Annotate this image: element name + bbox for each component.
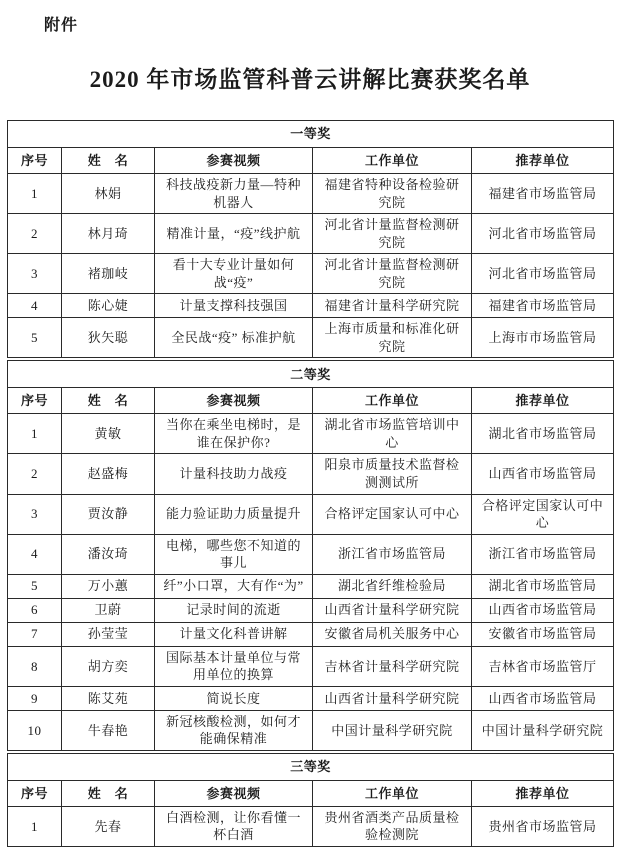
cell: 上海市质量和标准化研究院	[313, 318, 472, 358]
table-row	[8, 318, 614, 358]
cell: 先春	[62, 806, 155, 846]
cell: 合格评定国家认可中心	[313, 494, 472, 534]
table-row	[8, 254, 614, 294]
cell: 陈艾苑	[62, 686, 155, 710]
cell: 山西省市场监管局	[472, 454, 614, 494]
table-row	[8, 174, 614, 214]
column-header: 工作单位	[313, 780, 472, 806]
table-row	[8, 534, 614, 574]
cell: 能力验证助力质量提升	[155, 494, 313, 534]
award-table-container	[7, 120, 613, 847]
column-header: 姓 名	[62, 780, 155, 806]
cell: 浙江省市场监管局	[313, 534, 472, 574]
column-header: 推荐单位	[472, 780, 614, 806]
cell: 7	[8, 622, 62, 646]
table-row	[8, 494, 614, 534]
cell: 8	[8, 646, 62, 686]
cell: 贵州省酒类产品质量检验检测院	[313, 806, 472, 846]
cell: 9	[8, 686, 62, 710]
column-header: 参赛视频	[155, 780, 313, 806]
award-table-section-1	[7, 360, 614, 751]
column-header: 序号	[8, 780, 62, 806]
cell: 简说长度	[155, 686, 313, 710]
table-row	[8, 622, 614, 646]
award-level-title: 三等奖	[8, 753, 614, 780]
table-row	[8, 454, 614, 494]
cell: 吉林省计量科学研究院	[313, 646, 472, 686]
cell: 陈心婕	[62, 294, 155, 318]
cell: 潘汝琦	[62, 534, 155, 574]
page-title: 2020 年市场监管科普云讲解比赛获奖名单	[89, 67, 531, 92]
cell: 福建省计量科学研究院	[313, 294, 472, 318]
column-header: 姓 名	[62, 148, 155, 174]
cell: 湖北省市场监管局	[472, 414, 614, 454]
column-header: 推荐单位	[472, 148, 614, 174]
award-table-section-2	[7, 753, 614, 847]
section-header-row	[8, 361, 614, 388]
cell: 3	[8, 254, 62, 294]
column-header-row	[8, 780, 614, 806]
cell: 林娟	[62, 174, 155, 214]
section-header-row	[8, 753, 614, 780]
cell: 1	[8, 806, 62, 846]
cell: 5	[8, 574, 62, 598]
cell: 1	[8, 414, 62, 454]
cell: 福建省市场监管局	[472, 294, 614, 318]
cell: 褚珈岐	[62, 254, 155, 294]
cell: 贵州省市场监管局	[472, 806, 614, 846]
column-header: 工作单位	[313, 148, 472, 174]
column-header: 工作单位	[313, 388, 472, 414]
column-header-row	[8, 388, 614, 414]
cell: 山西省计量科学研究院	[313, 598, 472, 622]
cell: 湖北省市场监管培训中心	[313, 414, 472, 454]
column-header: 序号	[8, 148, 62, 174]
section-header-row	[8, 121, 614, 148]
table-row	[8, 710, 614, 750]
cell: 4	[8, 534, 62, 574]
award-level-title: 二等奖	[8, 361, 614, 388]
table-row	[8, 214, 614, 254]
cell: 6	[8, 598, 62, 622]
cell: 阳泉市质量技术监督检测测试所	[313, 454, 472, 494]
award-table-section-0	[7, 120, 614, 358]
cell: 河北省计量监督检测研究院	[313, 254, 472, 294]
cell: 湖北省市场监管局	[472, 574, 614, 598]
attachment-label: 附件	[44, 17, 79, 34]
column-header-row	[8, 148, 614, 174]
cell: 山西省市场监管局	[472, 598, 614, 622]
cell: 山西省计量科学研究院	[313, 686, 472, 710]
table-row	[8, 646, 614, 686]
cell: 精准计量，“疫”线护航	[155, 214, 313, 254]
cell: 河北省计量监督检测研究院	[313, 214, 472, 254]
cell: 林月琦	[62, 214, 155, 254]
table-row	[8, 806, 614, 846]
cell: 黄敏	[62, 414, 155, 454]
cell: 赵盛梅	[62, 454, 155, 494]
table-row	[8, 686, 614, 710]
column-header: 姓 名	[62, 388, 155, 414]
cell: 电梯，哪些您不知道的事儿	[155, 534, 313, 574]
cell: 河北省市场监管局	[472, 254, 614, 294]
cell: 2	[8, 454, 62, 494]
cell: 贾汝静	[62, 494, 155, 534]
cell: 卫蔚	[62, 598, 155, 622]
cell: 全民战“疫” 标准护航	[155, 318, 313, 358]
cell: 国际基本计量单位与常用单位的换算	[155, 646, 313, 686]
cell: 计量支撑科技强国	[155, 294, 313, 318]
column-header: 参赛视频	[155, 148, 313, 174]
cell: 湖北省纤维检验局	[313, 574, 472, 598]
cell: 万小蕙	[62, 574, 155, 598]
cell: 科技战疫新力量—特种机器人	[155, 174, 313, 214]
cell: 吉林省市场监管厅	[472, 646, 614, 686]
cell: 2	[8, 214, 62, 254]
cell: 纤”小口罩，大有作“为”	[155, 574, 313, 598]
cell: 记录时间的流逝	[155, 598, 313, 622]
table-row	[8, 414, 614, 454]
cell: 福建省特种设备检验研究院	[313, 174, 472, 214]
cell: 中国计量科学研究院	[472, 710, 614, 750]
cell: 看十大专业计量如何战“疫”	[155, 254, 313, 294]
cell: 合格评定国家认可中心	[472, 494, 614, 534]
cell: 狄矢聪	[62, 318, 155, 358]
cell: 孙莹莹	[62, 622, 155, 646]
cell: 5	[8, 318, 62, 358]
cell: 1	[8, 174, 62, 214]
cell: 山西省市场监管局	[472, 686, 614, 710]
cell: 计量科技助力战疫	[155, 454, 313, 494]
table-row	[8, 294, 614, 318]
cell: 安徽省市场监管局	[472, 622, 614, 646]
cell: 新冠核酸检测，如何才能确保精准	[155, 710, 313, 750]
cell: 牛春艳	[62, 710, 155, 750]
cell: 福建省市场监管局	[472, 174, 614, 214]
cell: 河北省市场监管局	[472, 214, 614, 254]
column-header: 推荐单位	[472, 388, 614, 414]
cell: 白酒检测，让你看懂一杯白酒	[155, 806, 313, 846]
table-row	[8, 598, 614, 622]
cell: 计量文化科普讲解	[155, 622, 313, 646]
column-header: 参赛视频	[155, 388, 313, 414]
cell: 安徽省局机关服务中心	[313, 622, 472, 646]
table-row	[8, 574, 614, 598]
cell: 浙江省市场监管局	[472, 534, 614, 574]
column-header: 序号	[8, 388, 62, 414]
cell: 上海市市场监管局	[472, 318, 614, 358]
cell: 10	[8, 710, 62, 750]
award-level-title: 一等奖	[8, 121, 614, 148]
cell: 胡方奕	[62, 646, 155, 686]
cell: 当你在乘坐电梯时，是谁在保护你?	[155, 414, 313, 454]
cell: 中国计量科学研究院	[313, 710, 472, 750]
cell: 3	[8, 494, 62, 534]
cell: 4	[8, 294, 62, 318]
